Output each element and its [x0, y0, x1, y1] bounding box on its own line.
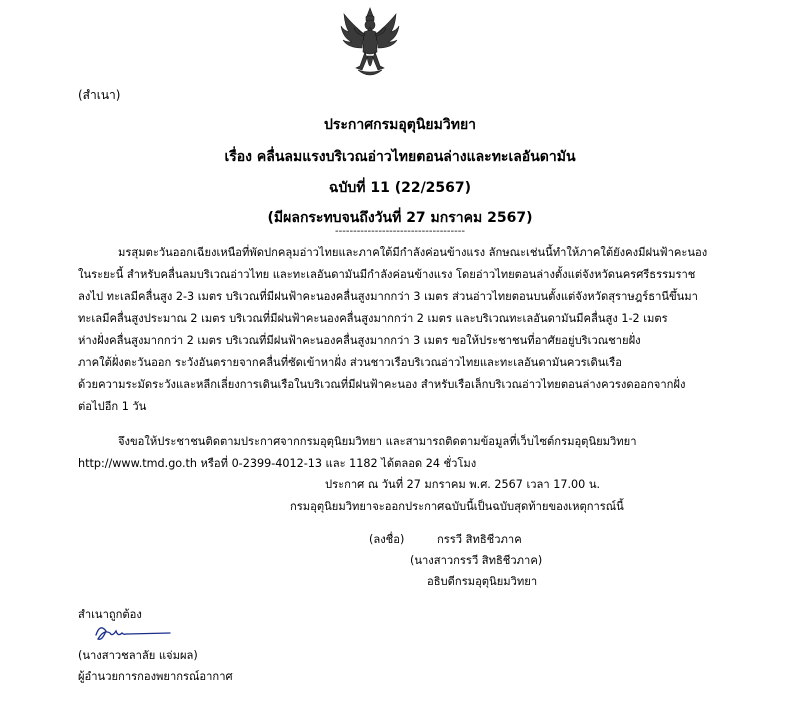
paragraph-line: ด้วยความระมัดระวังและหลีกเลี่ยงการเดินเรือในบริเวณที่มีฝนฟ้าคะนอง สำหรับเรือเล็กบริเวณอ่าวไทยตอนล่างควรงดออกจากฝั่ง — [78, 378, 686, 391]
announcement-issuer: ประกาศกรมอุตุนิยมวิทยา — [323, 117, 477, 133]
certified-label: สำเนาถูกต้อง — [78, 608, 142, 621]
paragraph-line: จึงขอให้ประชาชนติดตามประกาศจากกรมอุตุนิยมวิทยา และสามารถติดตามข้อมูลที่เว็บไซต์กรมอุตุนิยมวิทยา — [118, 435, 637, 448]
garuda-emblem-icon — [340, 6, 400, 80]
certifier-name: (นางสาวชลาลัย แจ่มผล) — [78, 649, 198, 662]
copy-mark: (สำเนา) — [78, 88, 121, 102]
announcement-effective-date: (มีผลกระทบจนถึงวันที่ 27 มกราคม 2567) — [267, 210, 533, 226]
paragraph-line: ทะเลมีคลื่นสูงประมาณ 2 เมตร บริเวณที่มีฝนฟ้าคะนองคลื่นสูงมากกว่า 2 เมตร และบริเวณทะเลอันดามันมีคลื่นสูง 1-2 เมตร — [78, 312, 668, 325]
paragraph-line: ลงไป ทะเลมีคลื่นสูง 2-3 เมตร บริเวณที่มีฝนฟ้าคะนองคลื่นสูงมากกว่า 3 เมตร ส่วนอ่าวไทยตอนบนตั้งแต่จังหวัดสุราษฎร์ธานีขึ้นมา — [78, 290, 698, 303]
divider: ------------------------------------ — [335, 226, 465, 237]
handwritten-signature-icon — [92, 621, 172, 645]
announcement-subject: เรื่อง คลื่นลมแรงบริเวณอ่าวไทยตอนล่างและทะเลอันดามัน — [224, 149, 576, 165]
paragraph-line: ภาคใต้ฝั่งตะวันออก ระวังอันตรายจากคลื่นที่ซัดเข้าหาฝั่ง ส่วนชาวเรือบริเวณอ่าวไทยและทะเลอันดามันควรเดินเรือ — [78, 356, 622, 369]
paragraph-line: ห่างฝั่งคลื่นสูงมากกว่า 2 เมตร บริเวณที่มีฝนฟ้าคะนองคลื่นสูงมากกว่า 3 เมตร ขอให้ประชาชนที่อาศัยอยู่บริเวณชายฝั่ง — [78, 334, 641, 347]
announcement-date: ประกาศ ณ วันที่ 27 มกราคม พ.ศ. 2567 เวลา 17.00 น. — [325, 478, 601, 491]
announcement-number: ฉบับที่ 11 (22/2567) — [328, 180, 472, 196]
signer-position: อธิบดีกรมอุตุนิยมวิทยา — [427, 575, 538, 588]
final-notice: กรมอุตุนิยมวิทยาจะออกประกาศฉบับนี้เป็นฉบับสุดท้ายของเหตุการณ์นี้ — [290, 500, 624, 513]
paragraph-line: ต่อไปอีก 1 วัน — [78, 400, 147, 413]
signed-name: กรรวี สิทธิชีวภาค — [437, 533, 522, 546]
paragraph-line: ในระยะนี้ สำหรับคลื่นลมบริเวณอ่าวไทย และทะเลอันดามันมีกำลังค่อนข้างแรง โดยอ่าวไทยตอนล่างตั้งแต่จังหวัดนครศรีธรรมราช — [78, 268, 696, 281]
paragraph-line: http://www.tmd.go.th หรือที่ 0-2399-4012-13 และ 1182 ได้ตลอด 24 ชั่วโมง — [78, 457, 477, 470]
paragraph-line: มรสุมตะวันออกเฉียงเหนือที่พัดปกคลุมอ่าวไทยและภาคใต้มีกำลังค่อนข้างแรง ลักษณะเช่นนี้ทำให้ภาคใต้ยังคงมีฝนฟ้าคะนอง — [118, 246, 708, 259]
signer-full-name: (นางสาวกรรวี สิทธิชีวภาค) — [410, 554, 543, 567]
signed-label: (ลงชื่อ) — [369, 533, 405, 546]
certifier-position: ผู้อำนวยการกองพยากรณ์อากาศ — [78, 670, 233, 683]
